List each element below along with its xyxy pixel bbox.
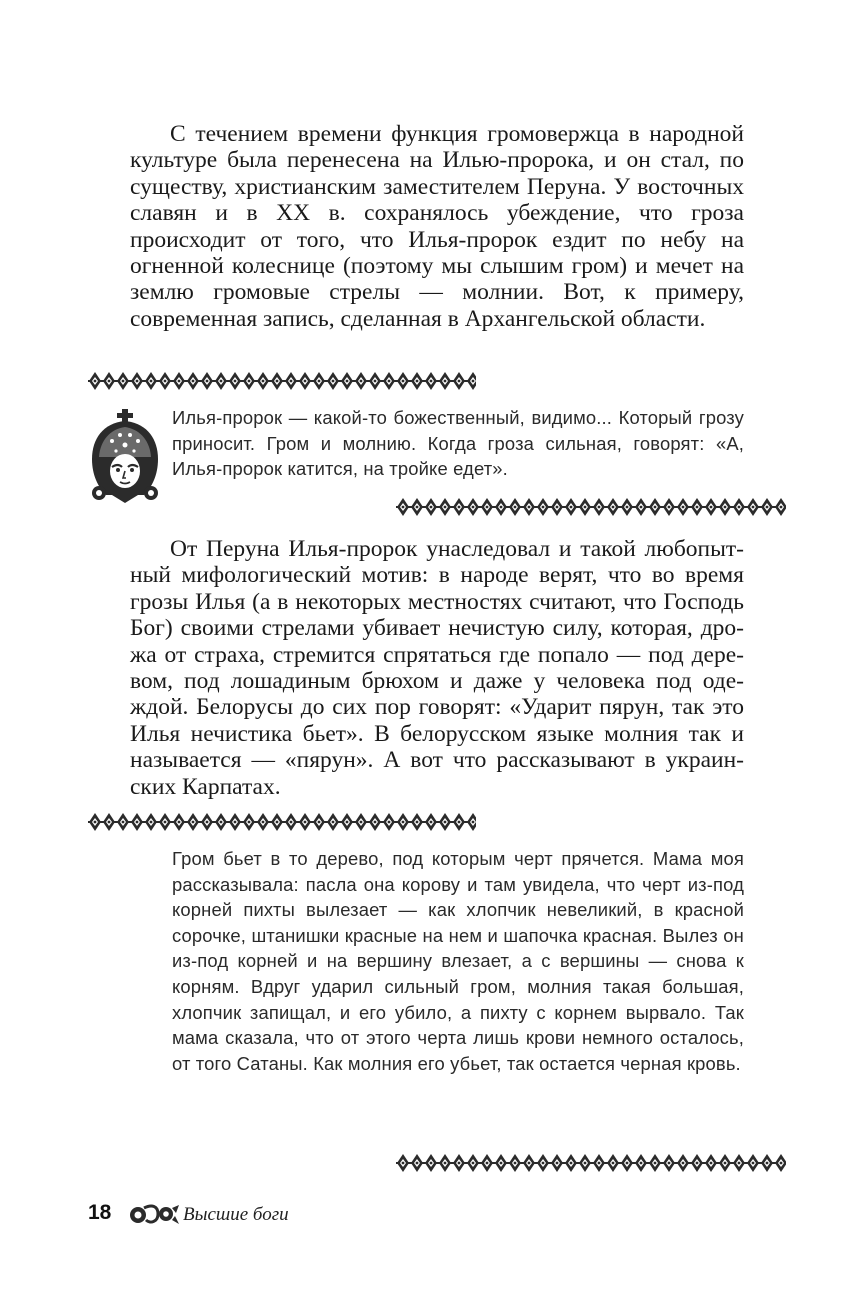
saint-medallion-icon (88, 409, 162, 504)
quote-2: Гром бьет в то дерево, под которым черт прячется. Мама моя рассказывала: пасла она корову и там увидела, что черт из-под корней пихты вылезает — как хлопчик невеликий, в красной сорочке, штанишки красные на нем и шапочка красная. Вылез он из-под корней и на вершину влезает, а с вершины — снова к корням. Вдруг ударил сильный гром, молния такая большая, хлопчик запищал, и его убило, а пихту с корнем вырвало. Так мама сказала, что от этого черта лишь крови немного осталось, от того Сатаны. Как молния его убьет, так остается черная кровь. (172, 848, 744, 1074)
border-ornament-icon (88, 812, 476, 832)
border-ornament-icon (88, 371, 476, 391)
page-number: 18 (88, 1201, 112, 1224)
border-ornament-icon (396, 1153, 786, 1173)
body-paragraph-1: С течением времени функция громовержца в народной культуре была перенесена на Илью-пророка, и он стал, по существу, христианским заместителем Перуна. У восточных славян и в XX в. сохранялось убеждение, что гроза происходит от того, что Илья-пророк ездит по небу на огненной колеснице (поэтому мы слышим гром) и мечет на землю громовые стрелы — молнии. Вот, к примеру, современная запись, сделанная в Архангельской области. (130, 121, 744, 332)
running-title: Высшие боги (183, 1204, 289, 1225)
quote-1: Илья-пророк — какой-то божественный, видимо... Который грозу приносит. Гром и молнию. Когда гроза сильная, говорят: «А, Илья-пророк катится, на тройке едет». (172, 407, 744, 480)
border-ornament-icon (396, 497, 786, 517)
body-paragraph-2: От Перуна Илья-пророк унаследовал и такой любопытный мифологический мотив: в народе верят, что во время грозы Илья (а в некоторых местностях считают, что Господь Бог) своими стрелами убивает нечистую силу, которая, дрожа от страха, стремится спрятаться где попало — под деревом, под лошадиным брюхом и даже у человека под одеждой. Белорусы до сих пор говорят: «Ударит пярун, так это Илья нечистика бьет». В белорусском языке молния так и называется — «пярун». А вот что рассказывают в украинских Карпатах. (130, 536, 744, 800)
footer-ornament-icon (128, 1202, 180, 1226)
